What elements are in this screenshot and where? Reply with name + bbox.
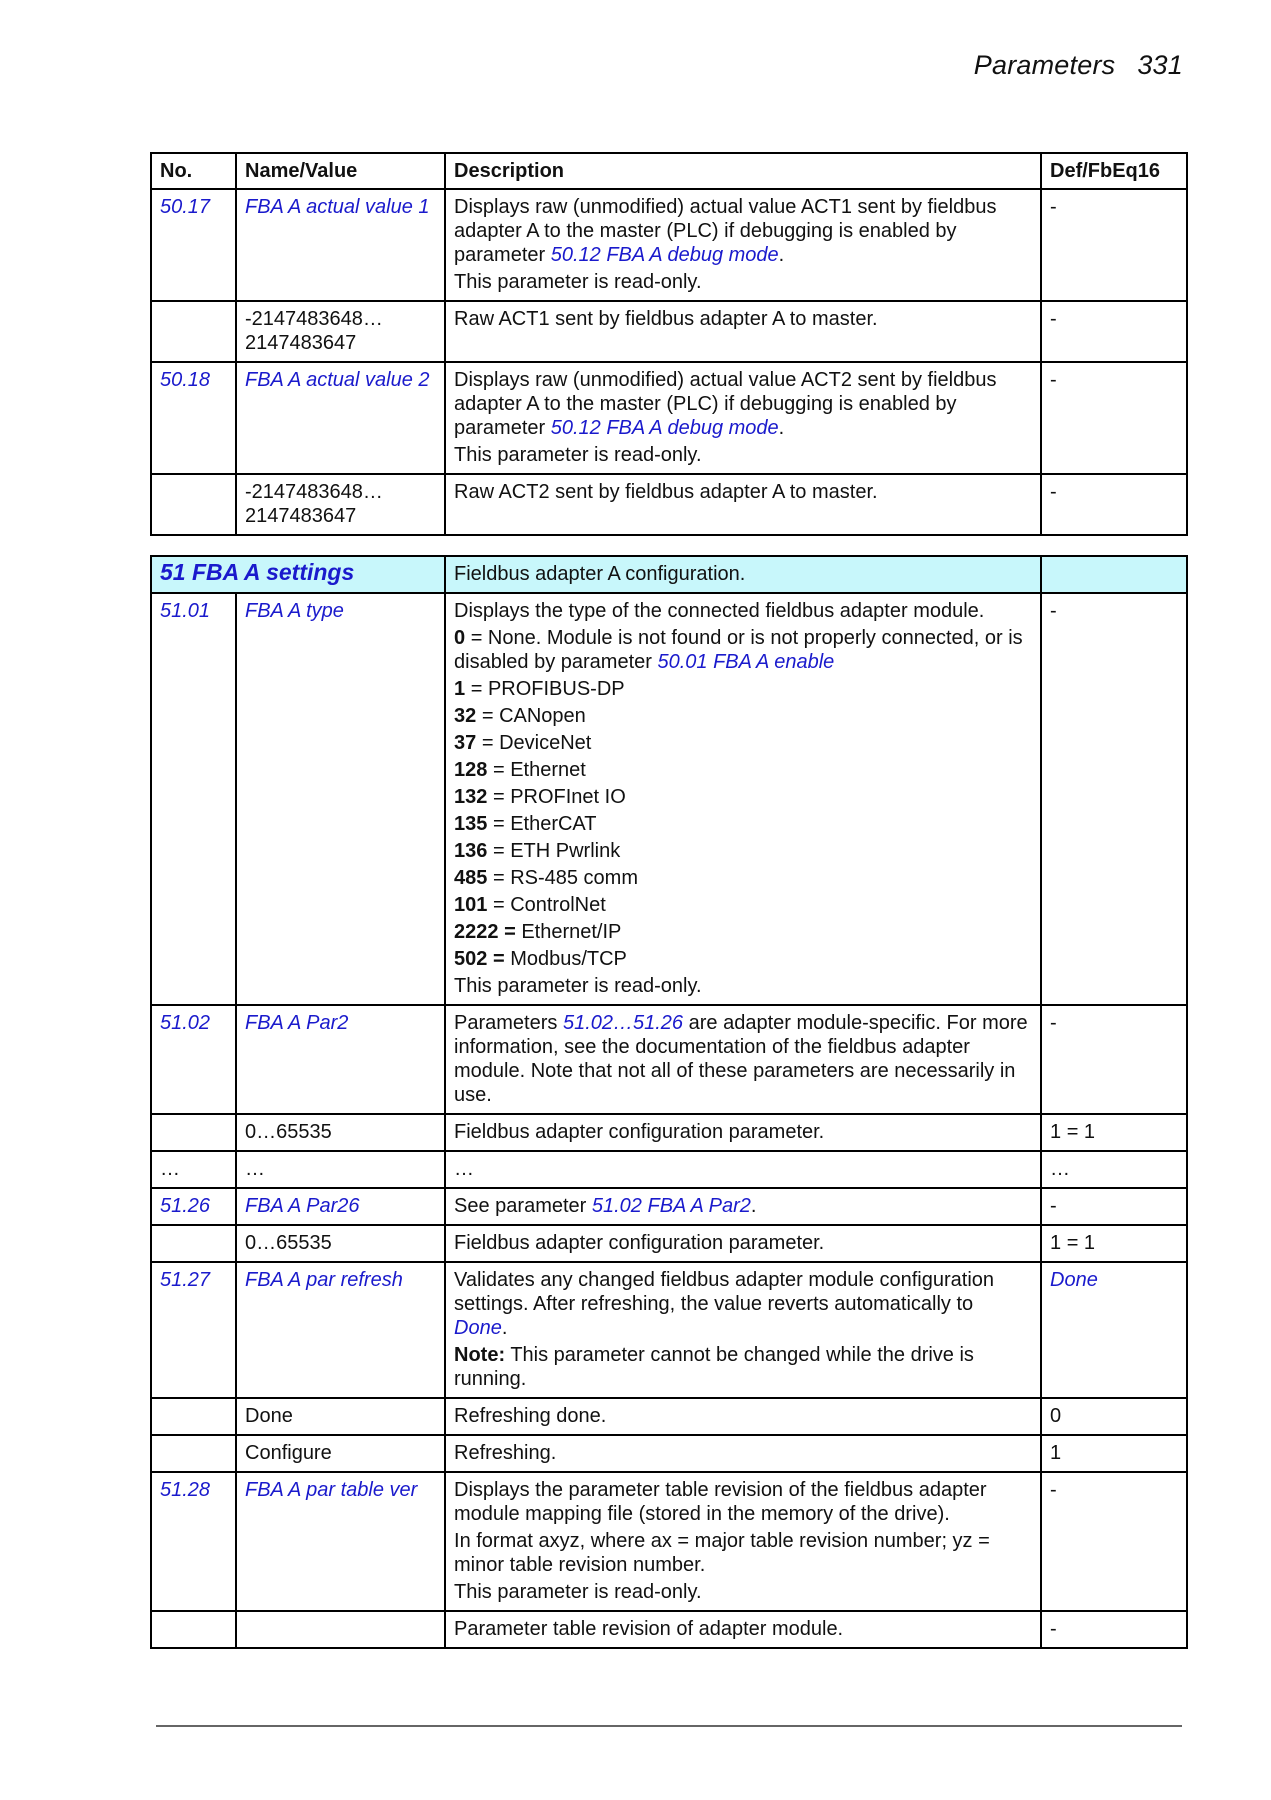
description-text: are adapter module-specific. For more information, see the documentation of the fieldbus adapter module. Note that not all of these parameters are necessarily in use. <box>454 1012 1028 1106</box>
parameter-row-51-02 <box>151 1005 1187 1114</box>
parameter-description <box>445 1188 1041 1225</box>
description-text: Displays raw (unmodified) actual value ACT1 sent by fieldbus adapter A to the master (PLC) if debugging is enabled by parameter <box>454 196 997 266</box>
option-key: 135 <box>454 813 488 835</box>
option-key: 485 <box>454 867 488 889</box>
default-value: - <box>1041 474 1187 535</box>
default-value: - <box>1041 362 1187 474</box>
description-text: In format axyz, where ax = major table revision number; yz = minor table revision number. <box>454 1530 990 1576</box>
parameter-name[interactable]: FBA A par table ver <box>245 1479 418 1501</box>
value-row <box>151 301 1187 362</box>
value-range: 0…65535 <box>236 1114 445 1151</box>
value-description: Refreshing. <box>445 1435 1041 1472</box>
footer-rule <box>156 1725 1182 1727</box>
value-description: Fieldbus adapter configuration parameter. <box>445 1114 1041 1151</box>
read-only-note: This parameter is read-only. <box>454 444 702 466</box>
default-value: - <box>1041 1188 1187 1225</box>
option-item: 136 = ETH Pwrlink <box>454 840 621 862</box>
ellipsis: … <box>151 1151 236 1188</box>
option-key: 128 <box>454 759 488 781</box>
group-description: Fieldbus adapter A configuration. <box>445 556 1041 593</box>
value-row <box>151 1398 1187 1435</box>
value-range: -2147483648… 2147483647 <box>236 301 445 362</box>
ellipsis: … <box>236 1151 445 1188</box>
read-only-note: This parameter is read-only. <box>454 1581 702 1603</box>
default-value: - <box>1041 1005 1187 1114</box>
option-item: 1 = PROFIBUS-DP <box>454 678 625 700</box>
parameter-description <box>445 1472 1041 1611</box>
description-text: Validates any changed fieldbus adapter module configuration settings. After refreshing, the value reverts automatically to <box>454 1269 995 1315</box>
group-header-row <box>151 556 1187 593</box>
option-label: ETH Pwrlink <box>510 840 621 862</box>
parameter-row-50-17 <box>151 189 1187 301</box>
option-key: 136 <box>454 840 488 862</box>
parameter-name[interactable]: FBA A Par26 <box>245 1195 360 1217</box>
option-item <box>454 920 1032 944</box>
page-number: 331 <box>1137 50 1183 80</box>
parameter-number[interactable]: 51.01 <box>160 600 211 622</box>
option-label: = None. Module is not found or is not properly connected, or is disabled by parameter <box>454 627 1023 673</box>
parameter-link[interactable]: 50.01 FBA A enable <box>657 651 835 673</box>
option-item: 101 = ControlNet <box>454 894 606 916</box>
section-title: Parameters <box>973 50 1116 80</box>
parameter-description <box>445 593 1041 1005</box>
table-header-row <box>151 153 1187 189</box>
parameter-link[interactable]: 51.02…51.26 <box>562 1012 684 1034</box>
note-label: Note: <box>454 1344 506 1366</box>
parameter-row-51-26 <box>151 1188 1187 1225</box>
parameter-link[interactable]: 50.12 FBA A debug mode <box>550 244 779 266</box>
option-item: 485 = RS-485 comm <box>454 867 638 889</box>
option-label: PROFInet IO <box>510 786 626 808</box>
note-text: This parameter cannot be changed while the drive is running. <box>454 1344 974 1390</box>
option-label: RS-485 comm <box>510 867 638 889</box>
description-text: Displays the type of the connected fieldbus adapter module. <box>454 600 985 622</box>
fieldbus-equivalent: 1 <box>1041 1435 1187 1472</box>
column-header-default: Def/FbEq16 <box>1041 153 1187 189</box>
parameter-table-50 <box>150 152 1188 536</box>
parameter-row-50-18 <box>151 362 1187 474</box>
column-header-name: Name/Value <box>236 153 445 189</box>
value-row <box>151 1435 1187 1472</box>
option-key: 502 = <box>454 948 505 970</box>
default-value: - <box>1041 593 1187 1005</box>
default-value: - <box>1041 1611 1187 1648</box>
option-key: 101 <box>454 894 488 916</box>
parameter-name[interactable]: FBA A actual value 2 <box>245 369 430 391</box>
description-text: . <box>778 417 785 439</box>
default-value: - <box>1041 1472 1187 1611</box>
option-key: 132 <box>454 786 488 808</box>
description-text: See parameter <box>454 1195 592 1217</box>
option-label: CANopen <box>499 705 586 727</box>
value-description: Fieldbus adapter configuration parameter. <box>445 1225 1041 1262</box>
parameter-link[interactable]: Done <box>454 1317 502 1339</box>
option-label: EtherCAT <box>510 813 597 835</box>
parameter-name[interactable]: FBA A par refresh <box>245 1269 403 1291</box>
option-label: Modbus/TCP <box>510 948 627 970</box>
parameter-number[interactable]: 51.26 <box>160 1195 211 1217</box>
value-description: Parameter table revision of adapter module. <box>445 1611 1041 1648</box>
value-row <box>151 1114 1187 1151</box>
option-key: 0 <box>454 627 466 649</box>
parameter-name[interactable]: FBA A type <box>245 600 344 622</box>
read-only-note: This parameter is read-only. <box>454 975 702 997</box>
ellipsis: … <box>1041 1151 1187 1188</box>
description-text: . <box>750 1195 757 1217</box>
option-item: 37 = DeviceNet <box>454 732 592 754</box>
parameter-name[interactable]: FBA A Par2 <box>245 1012 349 1034</box>
fieldbus-equivalent: 0 <box>1041 1398 1187 1435</box>
value-name: Configure <box>236 1435 445 1472</box>
option-label: DeviceNet <box>499 732 592 754</box>
option-label: ControlNet <box>510 894 606 916</box>
parameter-description <box>445 362 1041 474</box>
option-key: 1 <box>454 678 466 700</box>
description-text: . <box>501 1317 508 1339</box>
parameter-table-51 <box>150 555 1188 1649</box>
value-row <box>151 474 1187 535</box>
option-item: 128 = Ethernet <box>454 759 586 781</box>
option-key: 37 <box>454 732 477 754</box>
description-text: Displays raw (unmodified) actual value ACT2 sent by fieldbus adapter A to the master (PLC) if debugging is enabled by parameter <box>454 369 997 439</box>
parameter-description <box>445 1262 1041 1398</box>
default-value: - <box>1041 301 1187 362</box>
parameter-link[interactable]: 50.12 FBA A debug mode <box>550 417 779 439</box>
parameter-number[interactable]: 51.28 <box>160 1479 211 1501</box>
default-value-link[interactable]: Done <box>1050 1269 1098 1291</box>
parameter-link[interactable]: 51.02 FBA A Par2 <box>591 1195 751 1217</box>
value-row <box>151 1225 1187 1262</box>
option-item <box>454 947 1032 971</box>
description-text: Displays the parameter table revision of the fieldbus adapter module mapping file (stored in the memory of the drive). <box>454 1479 987 1525</box>
value-description: Raw ACT1 sent by fieldbus adapter A to master. <box>445 301 1041 362</box>
option-label: Ethernet <box>510 759 586 781</box>
parameter-row-51-27 <box>151 1262 1187 1398</box>
parameter-row-51-01 <box>151 593 1187 1005</box>
option-label: PROFIBUS-DP <box>487 678 625 700</box>
value-description: Refreshing done. <box>445 1398 1041 1435</box>
value-range: 0…65535 <box>236 1225 445 1262</box>
parameter-name[interactable]: FBA A actual value 1 <box>245 196 430 218</box>
parameter-number[interactable]: 51.02 <box>160 1012 211 1034</box>
value-row <box>151 1611 1187 1648</box>
parameter-row-51-28 <box>151 1472 1187 1611</box>
group-title: 51 FBA A settings <box>160 559 355 585</box>
column-header-no: No. <box>151 153 236 189</box>
option-item: 132 = PROFInet IO <box>454 786 626 808</box>
value-description: Raw ACT2 sent by fieldbus adapter A to master. <box>445 474 1041 535</box>
read-only-note: This parameter is read-only. <box>454 271 702 293</box>
parameter-description <box>445 189 1041 301</box>
option-item: 32 = CANopen <box>454 705 586 727</box>
parameter-number[interactable]: 50.18 <box>160 369 211 391</box>
parameter-number[interactable]: 51.27 <box>160 1269 211 1291</box>
description-text: . <box>778 244 785 266</box>
ellipsis: … <box>445 1151 1041 1188</box>
default-value: - <box>1041 189 1187 301</box>
default-value: 1 = 1 <box>1041 1114 1187 1151</box>
option-key: 32 <box>454 705 477 727</box>
ellipsis-row <box>151 1151 1187 1188</box>
column-header-description: Description <box>445 153 1041 189</box>
default-value: 1 = 1 <box>1041 1225 1187 1262</box>
option-label: Ethernet/IP <box>521 921 622 943</box>
option-key: 2222 = <box>454 921 516 943</box>
description-text: Parameters <box>454 1012 563 1034</box>
parameter-description <box>445 1005 1041 1114</box>
value-range: -2147483648… 2147483647 <box>236 474 445 535</box>
parameter-number[interactable]: 50.17 <box>160 196 211 218</box>
running-header <box>974 50 1183 81</box>
option-item: 135 = EtherCAT <box>454 813 597 835</box>
value-name: Done <box>236 1398 445 1435</box>
